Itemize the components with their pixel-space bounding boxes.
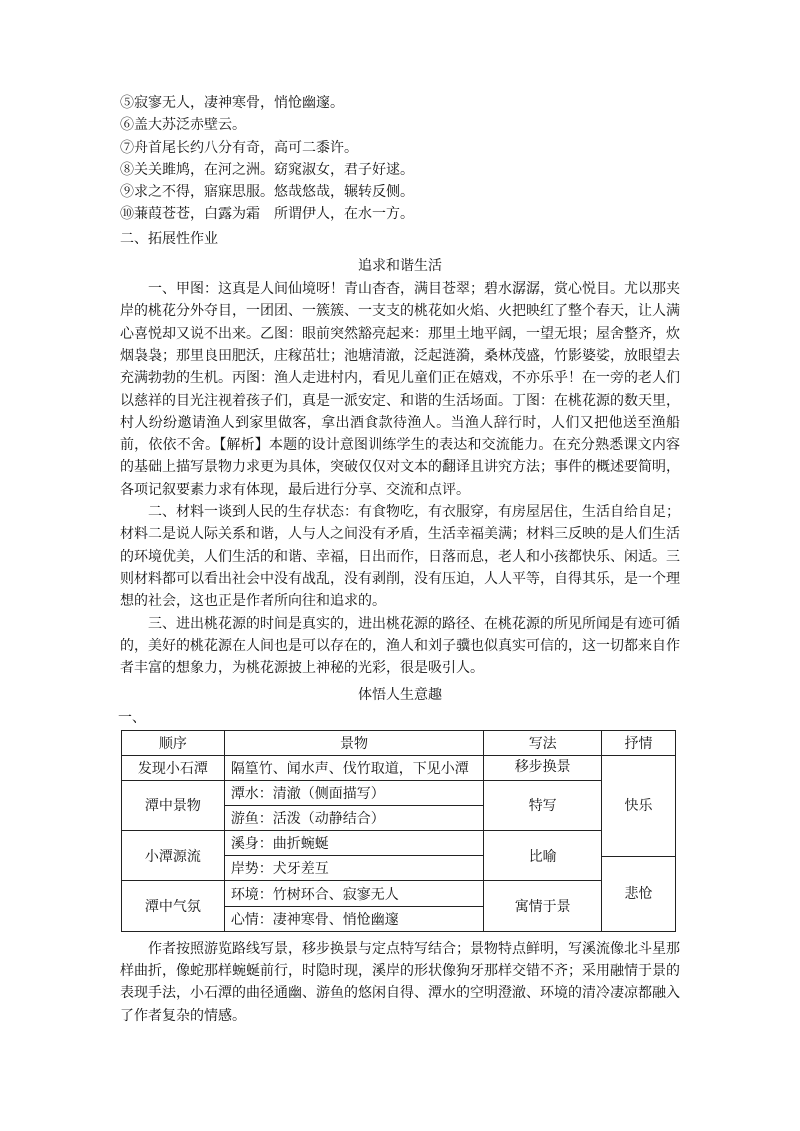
quote-list xyxy=(120,92,680,226)
scene-cell: 隔篁竹、闻水声、伐竹取道，下见小潭 xyxy=(224,755,483,780)
section-heading: 二、拓展性作业 xyxy=(120,230,218,247)
scene-cell: 溪身：曲折蜿蜒 xyxy=(224,831,483,856)
list-item: ⑩蒹葭苍苍，白露为霜 所谓伊人，在水一方。 xyxy=(120,206,414,223)
order-cell: 小潭源流 xyxy=(122,831,225,881)
list-item: ⑦舟首尾长约八分有奇，高可二黍许。 xyxy=(120,139,358,156)
method-cell: 比喻 xyxy=(484,831,602,881)
document-page xyxy=(120,92,680,1027)
table-header-row xyxy=(122,730,676,755)
scene-cell: 环境：竹树环合、寂寥无人 xyxy=(224,881,483,906)
emotion-sad-label: 悲怆 xyxy=(602,856,675,931)
list-item: ⑤寂寥无人，凄神寒骨，悄怆幽邃。 xyxy=(120,95,344,111)
analysis-table xyxy=(121,730,676,932)
header-cell: 景物 xyxy=(224,730,483,755)
list-item: ⑧关关雎鸠，在河之洲。窈窕淑女，君子好逑。 xyxy=(120,161,414,178)
list-item: ⑥盖大苏泛赤壁云。 xyxy=(120,117,246,134)
paragraph: 二、材料一谈到人民的生存状态：有食物吃，有衣服穿，有房屋居住，生活自给自足；材料二是说人际关系和谐，人与人之间没有矛盾，生活幸福美满；材料三反映的是人们生活的环境优美，人们生活的和谐、幸福，日出而作，日落而息，老人和小孩都快乐、闲适。三则材料都可以看出社会中没有战乱，没有剥削，没有压迫，人人平等，自得其乐，是一个理想的社会，这也正是作者所向往和追求的。 xyxy=(120,504,680,610)
table-row xyxy=(122,780,676,805)
table-row xyxy=(122,881,676,906)
scene-cell: 潭水：清澈（侧面描写） xyxy=(224,780,483,805)
table-row xyxy=(122,831,676,856)
part1-title: 追求和谐生活 xyxy=(358,258,442,275)
order-cell: 潭中景物 xyxy=(122,780,225,830)
scene-cell: 岸势：犬牙差互 xyxy=(224,856,483,881)
header-cell: 写法 xyxy=(484,730,602,755)
part2-title: 体悟人生意趣 xyxy=(358,687,442,704)
header-cell: 抒情 xyxy=(602,730,676,755)
header-cell: 顺序 xyxy=(122,730,225,755)
method-cell: 移步换景 xyxy=(484,755,602,780)
order-cell: 潭中气氛 xyxy=(122,881,225,931)
list-item: ⑨求之不得，寤寐思服。悠哉悠哉，辗转反侧。 xyxy=(120,184,414,201)
paragraph: 一、甲图：这真是人间仙境呀！青山杳杳，满目苍翠；碧水潺潺，赏心悦目。尤以那夹岸的桃花分外夺目，一团团、一簇簇、一支支的桃花如火焰、火把映红了整个春天，让人满心喜悦却又说不出来。乙图：眼前突然豁亮起来：那里土地平阔，一望无垠；屋舍整齐，炊烟袅袅；那里良田肥沃，庄稼茁壮；池塘清澈，泛起涟漪，桑林茂盛，竹影婆娑，放眼望去充满勃勃的生机。丙图：渔人走进村内，看见儿童们正在嬉戏，不亦乐乎！在一旁的老人们以慈祥的目光注视着孩子们，真是一派安定、和谐的生活场面。丁图：在桃花源的数天里，村人纷纷邀请渔人到家里做客，拿出酒食款待渔人。当渔人辞行时，人们又把他送至渔船前，依依不舍。【解析】本题的设计意图训练学生的表达和交流能力。在充分熟悉课文内容的基础上描写景物力求更为具体，突破仅仅对文本的翻译且讲究方法；事件的概述要简明，各项记叙要素力求有体现，最后进行分享、交流和点评。 xyxy=(120,281,680,498)
paragraph: 三、进出桃花源的时间是真实的，进出桃花源的路径、在桃花源的所见所闻是有迹可循的，美好的桃花源在人间也是可以存在的，渔人和刘子骥也似真实可信的，这一切都来自作者丰富的想象力，为桃花源披上神秘的光彩，很是吸引人。 xyxy=(120,615,680,677)
scene-cell: 心情：凄神寒骨、悄怆幽邃 xyxy=(224,906,483,931)
summary-paragraph: 作者按照游览路线写景，移步换景与定点特写结合；景物特点鲜明，写溪流像北斗星那样曲折，像蛇那样蜿蜒前行，时隐时现，溪岸的形状像狗牙那样交错不齐；采用融情于景的表现手法，小石潭的曲径通幽、游鱼的悠闲自得、潭水的空明澄澈、环境的清冷凄凉都融入了作者复杂的情感。 xyxy=(120,940,680,1024)
method-cell: 寓情于景 xyxy=(484,881,602,931)
scene-cell: 游鱼：活泼（动静结合） xyxy=(224,806,483,831)
emotion-happy-label: 快乐 xyxy=(624,797,653,814)
order-cell: 发现小石潭 xyxy=(122,755,225,780)
part2-label: 一、 xyxy=(118,710,146,727)
method-cell: 特写 xyxy=(484,780,602,830)
emotion-cell xyxy=(602,755,676,931)
table-row xyxy=(122,755,676,780)
